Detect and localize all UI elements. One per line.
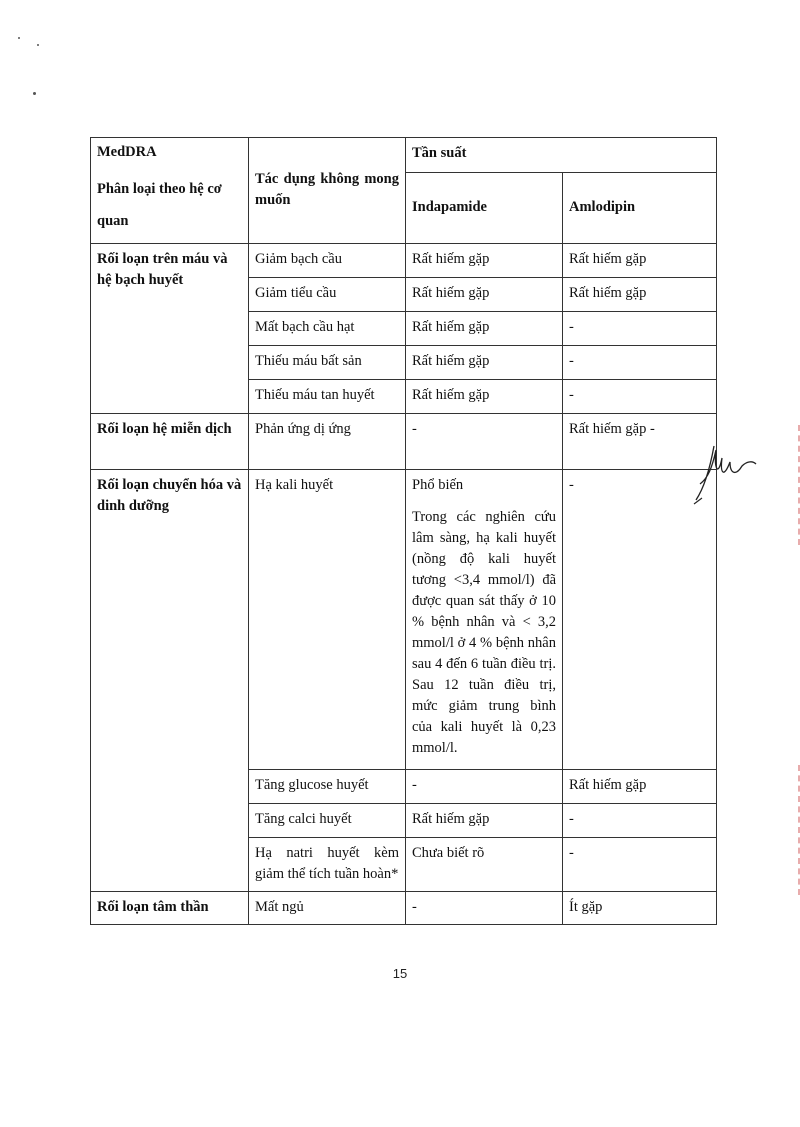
amlodipin-cell: - <box>563 470 717 770</box>
effect-cell: Thiếu máu tan huyết <box>249 380 406 414</box>
effect-cell: Hạ natri huyết kèm giảm thể tích tuần hoàn* <box>249 838 406 892</box>
stamp-edge <box>788 765 800 895</box>
indapamide-cell: Rất hiếm gặp <box>406 244 563 278</box>
header-adverse-effect: Tác dụng không mong muốn <box>249 138 406 244</box>
adverse-effects-table <box>90 137 717 925</box>
indapamide-cell: - <box>406 892 563 925</box>
header-drug-amlodipin: Amlodipin <box>563 173 717 244</box>
amlodipin-cell: - <box>563 804 717 838</box>
amlodipin-cell: Rất hiếm gặp - <box>563 414 717 470</box>
effect-cell: Mất ngủ <box>249 892 406 925</box>
meddra-title: MedDRA <box>97 144 157 160</box>
header-frequency: Tần suất <box>406 138 717 173</box>
amlodipin-cell: - <box>563 838 717 892</box>
frequency-text: Phổ biến <box>412 477 464 493</box>
scan-speck <box>18 37 20 39</box>
organ-class-cell: Rối loạn tâm thần <box>91 892 249 925</box>
organ-class-cell: Rối loạn trên máu và hệ bạch huyết <box>91 244 249 414</box>
header-drug-indapamide: Indapamide <box>406 173 563 244</box>
amlodipin-cell: - <box>563 380 717 414</box>
organ-class-cell: Rối loạn chuyển hóa và dinh dưỡng <box>91 470 249 892</box>
amlodipin-cell: Rất hiếm gặp <box>563 770 717 804</box>
signature-mark <box>690 438 764 508</box>
indapamide-cell: Rất hiếm gặp <box>406 380 563 414</box>
scan-speck <box>37 44 39 46</box>
stamp-edge <box>788 425 800 545</box>
page-number: 15 <box>392 966 408 981</box>
indapamide-cell: Rất hiếm gặp <box>406 804 563 838</box>
effect-cell: Thiếu máu bất sản <box>249 346 406 380</box>
effect-cell: Tăng glucose huyết <box>249 770 406 804</box>
organ-class-cell: Rối loạn hệ miễn dịch <box>91 414 249 470</box>
indapamide-cell: - <box>406 414 563 470</box>
effect-cell: Mất bạch cầu hạt <box>249 312 406 346</box>
table-row <box>91 414 717 470</box>
table-row <box>91 470 717 770</box>
amlodipin-cell: - <box>563 346 717 380</box>
effect-cell: Hạ kali huyết <box>249 470 406 770</box>
indapamide-cell: - <box>406 770 563 804</box>
table-row <box>91 244 717 278</box>
hypokalemia-note: Trong các nghiên cứu lâm sàng, hạ kali huyết (nồng độ kali huyết tương <3,4 mmol/l) đã được quan sát thấy ở 10 % bệnh nhân và < 3,2 mmol/l ở 4 % bệnh nhân sau 4 đến 6 tuần điều trị. Sau 12 tuần điều trị, mức giảm trung bình của kali huyết là 0,23 mmol/l. <box>412 509 556 756</box>
amlodipin-cell: Rất hiếm gặp <box>563 244 717 278</box>
indapamide-cell <box>406 470 563 770</box>
organ-class-label: Phân loại theo hệ cơ quan <box>97 181 222 229</box>
indapamide-cell: Chưa biết rõ <box>406 838 563 892</box>
amlodipin-cell: Ít gặp <box>563 892 717 925</box>
scan-speck <box>33 92 36 95</box>
indapamide-cell: Rất hiếm gặp <box>406 278 563 312</box>
indapamide-cell: Rất hiếm gặp <box>406 346 563 380</box>
effect-cell: Tăng calci huyết <box>249 804 406 838</box>
table-row <box>91 892 717 925</box>
effect-cell: Phản ứng dị ứng <box>249 414 406 470</box>
header-organ-class <box>91 138 249 244</box>
effect-cell: Giảm tiểu cầu <box>249 278 406 312</box>
table-header-row <box>91 138 717 173</box>
indapamide-cell: Rất hiếm gặp <box>406 312 563 346</box>
amlodipin-cell: Rất hiếm gặp <box>563 278 717 312</box>
effect-cell: Giảm bạch cầu <box>249 244 406 278</box>
amlodipin-cell: - <box>563 312 717 346</box>
